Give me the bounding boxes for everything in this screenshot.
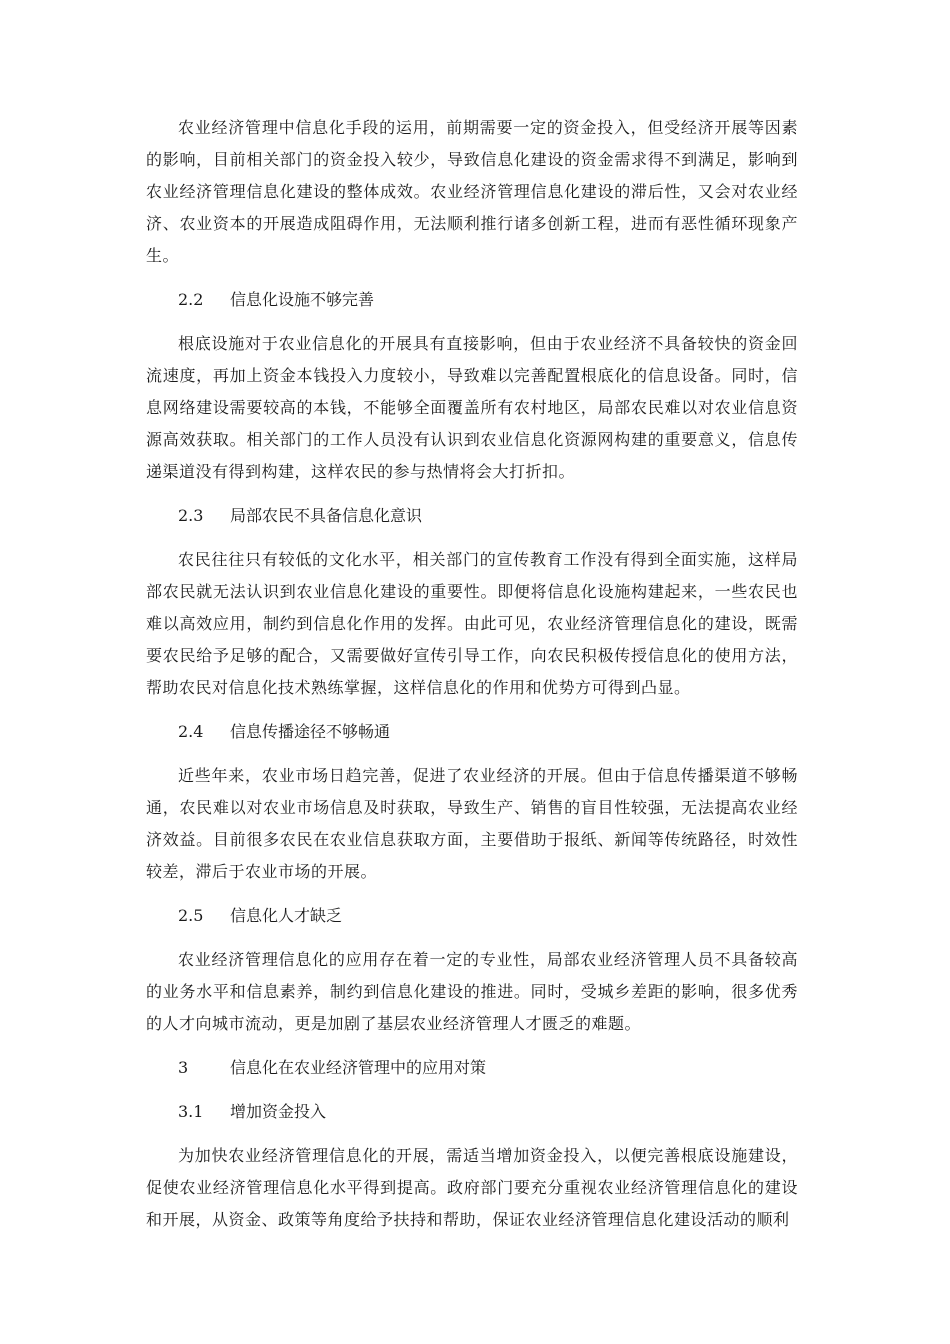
section-title: 信息化设施不够完善: [230, 290, 375, 309]
paragraph-awareness: 农民往往只有较低的文化水平，相关部门的宣传教育工作没有得到全面实施，这样局部农民就无法认识到农业信息化建设的重要性。即便将信息化设施构建起来，一些农民也难以高效应用，制约到信息化作用的发挥。由此可见，农业经济管理信息化的建设，既需要农民给予足够的配合，又需要做好宣传引导工作，向农民积极传授信息化的使用方法，帮助农民对信息化技术熟练掌握，这样信息化的作用和优势方可得到凸显。: [146, 550, 798, 697]
section-title: 增加资金投入: [230, 1102, 327, 1121]
document-page: [146, 112, 798, 1248]
section-heading-3: [146, 1052, 798, 1084]
paragraph-infrastructure: 根底设施对于农业信息化的开展具有直接影响，但由于农业经济不具备较快的资金回流速度，再加上资金本钱投入力度较小，导致难以完善配置根底化的信息设备。同时，信息网络建设需要较高的本钱，不能够全面覆盖所有农村地区，局部农民难以对农业信息资源高效获取。相关部门的工作人员没有认识到农业信息化资源网构建的重要意义，信息传递渠道没有得到构建，这样农民的参与热情将会大打折扣。: [146, 334, 798, 481]
paragraph-intro-funding: 农业经济管理中信息化手段的运用，前期需要一定的资金投入，但受经济开展等因素的影响，目前相关部门的资金投入较少，导致信息化建设的资金需求得不到满足，影响到农业经济管理信息化建设的整体成效。农业经济管理信息化建设的滞后性，又会对农业经济、农业资本的开展造成阻碍作用，无法顺利推行诸多创新工程，进而有恶性循环现象产生。: [146, 118, 798, 265]
section-number: 2.2: [178, 290, 204, 309]
paragraph-increase-funding: 为加快农业经济管理信息化的开展，需适当增加资金投入，以便完善根底设施建设，促使农业经济管理信息化水平得到提高。政府部门要充分重视农业经济管理信息化的建设和开展，从资金、政策等角度给予扶持和帮助，保证农业经济管理信息化建设活动的顺利: [146, 1146, 798, 1229]
section-number: 3.1: [178, 1102, 204, 1121]
section-number: 2.4: [178, 722, 204, 741]
section-heading-2-4: [146, 716, 798, 748]
section-title: 信息化人才缺乏: [230, 906, 343, 925]
section-heading-2-5: [146, 900, 798, 932]
section-title: 信息化在农业经济管理中的应用对策: [230, 1058, 487, 1077]
section-number: 2.5: [178, 906, 204, 925]
section-heading-2-2: [146, 284, 798, 316]
section-heading-3-1: [146, 1096, 798, 1128]
paragraph-channels: 近些年来，农业市场日趋完善，促进了农业经济的开展。但由于信息传播渠道不够畅通，农民难以对农业市场信息及时获取，导致生产、销售的盲目性较强，无法提高农业经济效益。目前很多农民在农业信息获取方面，主要借助于报纸、新闻等传统路径，时效性较差，滞后于农业市场的开展。: [146, 766, 798, 881]
section-title: 信息传播途径不够畅通: [230, 722, 391, 741]
section-number: 2.3: [178, 506, 204, 525]
paragraph-talent: 农业经济管理信息化的应用存在着一定的专业性，局部农业经济管理人员不具备较高的业务水平和信息素养，制约到信息化建设的推进。同时，受城乡差距的影响，很多优秀的人才向城市流动，更是加剧了基层农业经济管理人才匮乏的难题。: [146, 950, 798, 1033]
section-title: 局部农民不具备信息化意识: [230, 506, 423, 525]
section-number: 3: [178, 1058, 189, 1077]
section-heading-2-3: [146, 500, 798, 532]
